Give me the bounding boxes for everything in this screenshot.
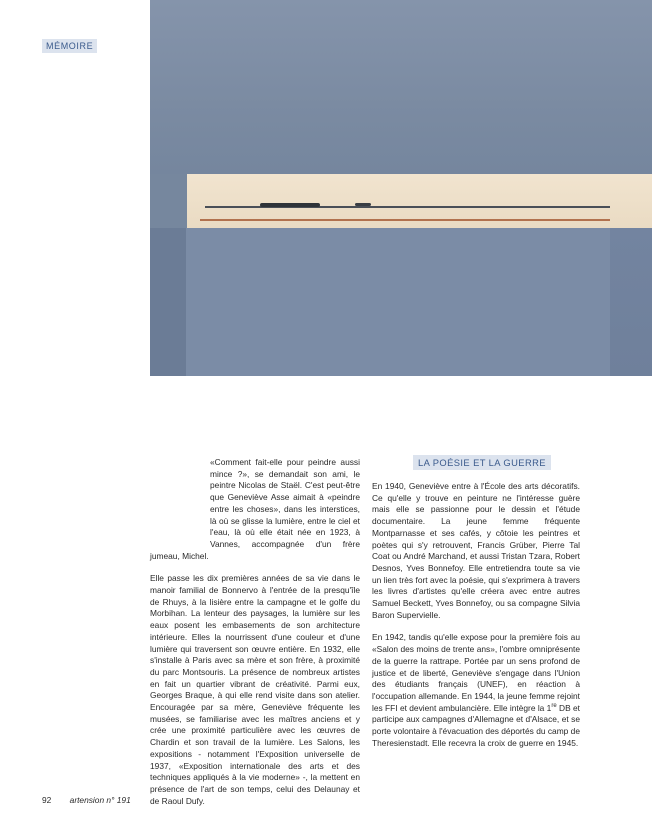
- page-number: 92: [42, 795, 52, 805]
- paragraph: En 1940, Geneviève entre à l'École des arts décoratifs. Ce qu'elle y trouve en peinture ne l'intéresse guère mais elle se passionne pour le dessin et l'étude documentaire. La jeune femme fréquente Montparnasse et ses cafés, y côtoie les peintres et poètes qui s'y retrouvent, Francis Grüber, Pierre Tal Coat ou André Marchand, et aussi Tristan Tzara, Robert Desnos, Yves Bonnefoy. Elle entretiendra toute sa vie un lien très fort avec la poésie, qui s'exprimera à travers les livres d'artistes qu'elle créera avec entre autres Samuel Beckett, Yves Bonnefoy, ou sa compagne Silvia Baron Supervielle.: [372, 481, 580, 620]
- painting-image: [150, 0, 652, 376]
- section-heading: LA POÉSIE ET LA GUERRE: [413, 455, 551, 470]
- painting-lower-rectangle: [186, 228, 610, 376]
- page-footer: [42, 795, 131, 805]
- painting-rust-line: [200, 219, 610, 221]
- magazine-name: artension n° 191: [69, 795, 131, 805]
- paragraph: [372, 632, 580, 749]
- right-text-column: [372, 481, 580, 760]
- left-text-column: [150, 457, 360, 818]
- indent-spacer: [150, 457, 210, 539]
- paragraph: Elle passe les dix premières années de sa vie dans le manoir familial de Bonnervo à l'entrée de la presqu'île de Rhuys, à la lisière entre la campagne et le golfe du Morbihan. La lenteur des paysages, la lumière sur les eaux posent les embasements de son architecture intérieure. Elles la nourrissent d'une couleur et d'une lumière qui traversent son œuvre entière. En 1932, elle s'installe à Paris avec sa mère et son frère, à proximité du parc Montsouris. La présence de nombreux artistes en fait un quartier vibrant de créativité. Parmi eux, Georges Braque, à qui elle rend visite dans son atelier. Encouragée par sa mère, Geneviève fréquente les musées, se familiarise avec les maîtres anciens et y crée une proximité particulière avec les œuvres de Chardin et son travail de la lumière. Les Salons, les expositions - notamment l'Exposition universelle de 1937, «Exposition internationale des arts et des techniques appliqués à la vie moderne» -, la mettent en présence de l'art de son temps, celui des Delaunay et de Raoul Dufy.: [150, 573, 360, 806]
- superscript: re: [551, 702, 557, 709]
- paragraph: «Comment fait-elle pour peindre aussi mince ?», se demandait son ami, le peintre Nicolas de Staël. C'est peut-être que Geneviève Asse aimait à «peindre entre les choses», dans les interstices, là où se glisse la lumière, entre le ciel et l'eau, là où elle était née en 1923, à Vannes, accompagnée d'un frère jumeau, Michel.: [150, 457, 360, 561]
- section-rubric: MÉMOIRE: [42, 39, 97, 53]
- paragraph-text: DB et participe aux campagnes d'Allemagne et d'Alsace, et se porte volontaire à l'évacuation des déportés du camp de Theresienstadt. Elle recevra la croix de guerre en 1945.: [372, 702, 580, 748]
- painting-upper-field: [150, 0, 652, 174]
- painting-dark-mark: [355, 203, 371, 206]
- paragraph-text: En 1942, tandis qu'elle expose pour la première fois au «Salon des moins de trente ans», l'ombre omniprésente de la guerre la rattrape. Portée par un sens profond de justice et de liberté, Geneviève s'engage dans l'Union des étudiants français (UNEF), en réaction à l'occupation allemande. En 1944, la jeune femme rejoint les FFI et devient ambulancière. Elle intègre la 1: [372, 632, 580, 713]
- painting-dark-mark: [260, 203, 320, 207]
- painting-lower-margin: [150, 228, 186, 376]
